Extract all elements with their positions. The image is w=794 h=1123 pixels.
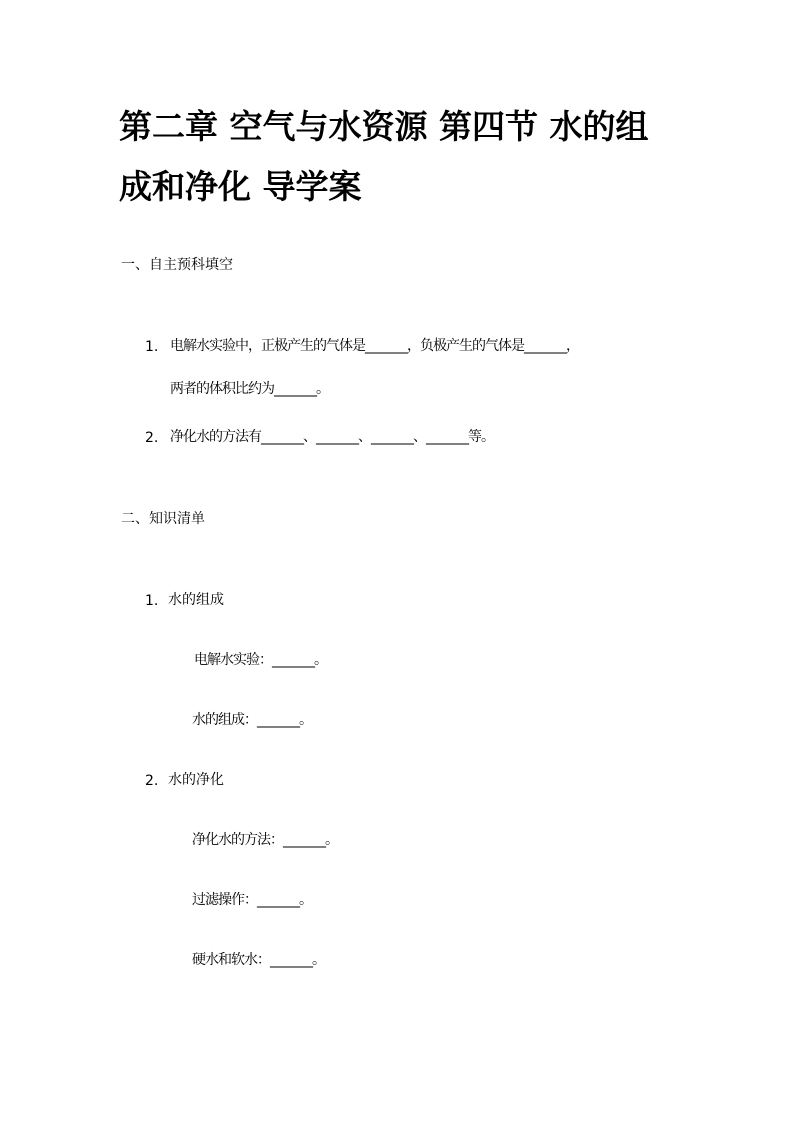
item-1-label: 水的组成 bbox=[168, 592, 224, 608]
item-2-sub-2: 过滤操作：_______。 bbox=[192, 892, 312, 908]
item-2-number: 2. bbox=[145, 773, 159, 789]
question-2-text: 净化水的方法有_______、_______、_______、_______等。 bbox=[170, 429, 494, 445]
section-1-heading: 一、自主预科填空 bbox=[121, 257, 233, 273]
item-1-sub-2: 水的组成：_______。 bbox=[192, 712, 312, 728]
question-1-line-2: 两者的体积比约为_______。 bbox=[170, 381, 329, 397]
question-1-number: 1. bbox=[145, 339, 159, 355]
item-2-sub-1: 净化水的方法：_______。 bbox=[192, 832, 338, 848]
question-1-line-1: 电解水实验中，正极产生的气体是_______，负极产生的气体是_______， bbox=[170, 338, 579, 354]
question-2-number: 2. bbox=[145, 430, 159, 446]
item-2-label: 水的净化 bbox=[168, 772, 224, 788]
item-1-sub-1: 电解水实验：_______。 bbox=[194, 652, 327, 668]
section-2-heading: 二、知识清单 bbox=[121, 511, 205, 527]
page-title-line-2: 成和净化 导学案 bbox=[119, 167, 362, 206]
item-1-number: 1. bbox=[145, 593, 159, 609]
page-title-line-1: 第二章 空气与水资源 第四节 水的组 bbox=[119, 107, 649, 146]
item-2-sub-3: 硬水和软水：_______。 bbox=[192, 952, 325, 968]
